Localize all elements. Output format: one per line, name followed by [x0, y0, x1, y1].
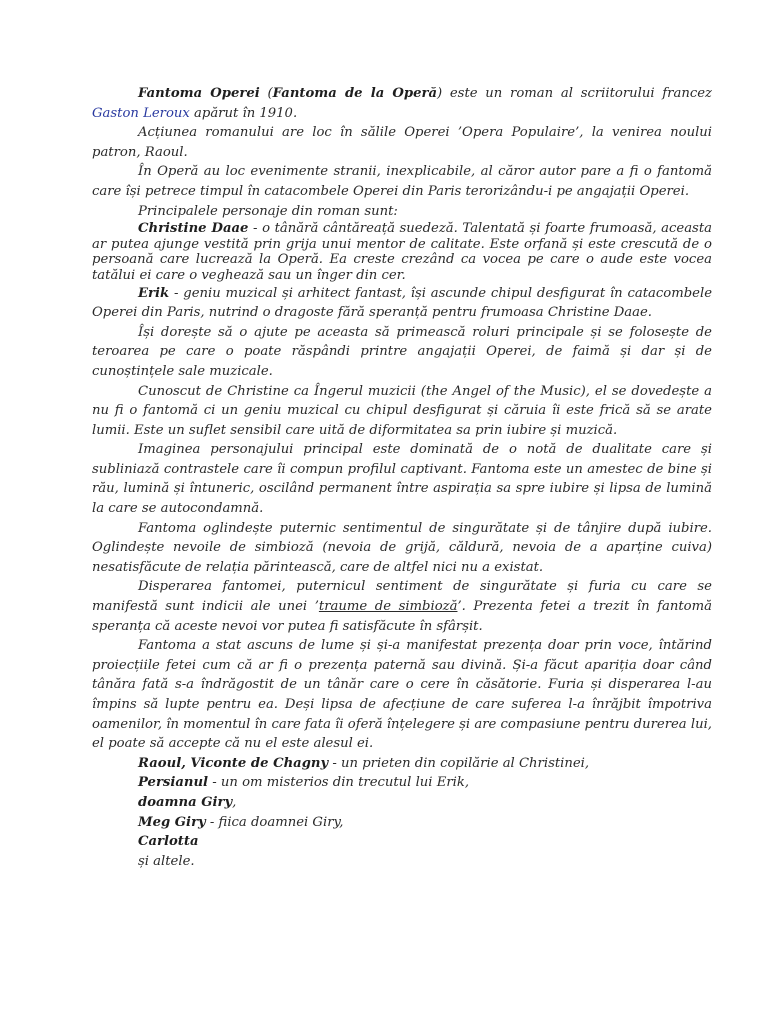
closing-line: și altele.	[138, 853, 195, 869]
character-name: Christine Daae	[138, 221, 249, 237]
christine-paragraph: Christine Daae - o tânără cântăreață suedeză. Talentată și foarte frumoasă, aceasta ar putea ajunge vestită prin grija unui mentor de calitate. Este orfană și este crescută de o persoană care lucrează la Operă. Ea creste crezând ca vocea pe care o aude este vocea tatălui ei care o veghează sau un înger din cer.	[92, 221, 712, 283]
mirror-paragraph: Fantoma oglindește puternic sentimentul de singurătate și de tânjire după iubire. Oglindește nevoile de simbioză (nevoia de grijă, căldură, nevoia de a aparține cuiva) nesatisfăcute de relația părintească, care de altfel nici nu a existat.	[92, 520, 712, 575]
list-item: Meg Giry - fiica doamnei Giry,	[138, 814, 344, 830]
action-paragraph: Acțiunea romanului are loc în sălile Operei ’Opera Populaire’, la venirea noului patron, Raoul.	[92, 125, 712, 160]
despair-paragraph: Disperarea fantomei, puternicul sentiment de singurătate și furia cu care se manifestă sunt indicii ale unei ’traume de simbioză’. Prezenta fetei a trezit în fantomă speranța că aceste nevoi vor putea fi satisfăcute în sfârșit.	[92, 579, 712, 634]
events-paragraph: În Operă au loc evenimente stranii, inexplicabile, al căror autor pare a fi o fantomă care își petrece timpul în catacombele Operei din Paris terorizându-i pe angajații Operei.	[92, 164, 712, 199]
intro-paragraph: Fantoma Operei (Fantoma de la Operă) este un roman al scriitorului francez Gaston Leroux apărut în 1910.	[92, 86, 712, 121]
wish-paragraph: Își dorește să o ajute pe aceasta să primească roluri principale și se folosește de teroarea pe care o poate răspândi printre angajații Operei, de faimă și dar și de cunoștințele sale muzicale.	[92, 324, 712, 379]
novel-title-alt: Fantoma de la Operă	[272, 86, 437, 101]
author-link[interactable]: Gaston Leroux	[92, 105, 190, 121]
hidden-paragraph: Fantoma a stat ascuns de lume și și-a manifestat prezența doar prin voce, întărind proiecțiile fetei cum că ar fi o prezența paternă sau divină. Și-a făcut apariția doar când tânăra fată s-a îndrăgostit de un tânăr care o cere în căsătorie. Furia și disperarea l-au împins să lupte pentru ea. Deși lipsa de afecțiune de care suferea l-a înrăjbit împotriva oamenilor, în momentul în care fata îi oferă înțelegere și are compasiune pentru durerea lui, el poate să accepte că nu el este alesul ei.	[92, 638, 712, 752]
character-name: Meg Giry	[138, 814, 206, 830]
underlined-term: traume de simbioză	[318, 599, 458, 615]
character-name: Raoul, Viconte de Chagny	[138, 755, 329, 771]
list-item: Persianul - un om misterios din trecutul lui Erik,	[138, 775, 470, 791]
character-name: Persianul	[138, 775, 209, 791]
list-item	[92, 832, 712, 852]
character-name: Carlotta	[138, 834, 199, 850]
list-item: Raoul, Viconte de Chagny - un prieten din copilărie al Christinei,	[138, 755, 590, 771]
document-body	[92, 84, 712, 871]
character-name: Erik	[138, 285, 170, 301]
character-name: doamna Giry	[138, 794, 233, 810]
novel-title: Fantoma Operei	[138, 86, 260, 101]
list-item: doamna Giry,	[138, 794, 237, 810]
known-paragraph: Cunoscut de Christine ca Îngerul muzicii (the Angel of the Music), el se dovedește a nu fi o fantomă ci un geniu muzical cu chipul desfigurat și căruia îi este frică să se arate lumii. Este un suflet sensibil care uită de diformitatea sa prin iubire și muzică.	[92, 383, 712, 438]
characters-intro: Principalele personaje din roman sunt:	[138, 203, 398, 219]
image-paragraph: Imaginea personajului principal este dominată de o notă de dualitate care și subliniază contrastele care îi compun profilul captivant. Fantoma este un amestec de bine și rău, lumină și întuneric, oscilând permanent între aspirația sa spre iubire și lipsa de lumină la care se autocondamnă.	[92, 442, 712, 517]
erik-paragraph: Erik - geniu muzical și arhitect fantast, își ascunde chipul desfigurat în catacombele Operei din Paris, nutrind o dragoste fără speranță pentru frumoasa Christine Daae.	[92, 285, 712, 321]
